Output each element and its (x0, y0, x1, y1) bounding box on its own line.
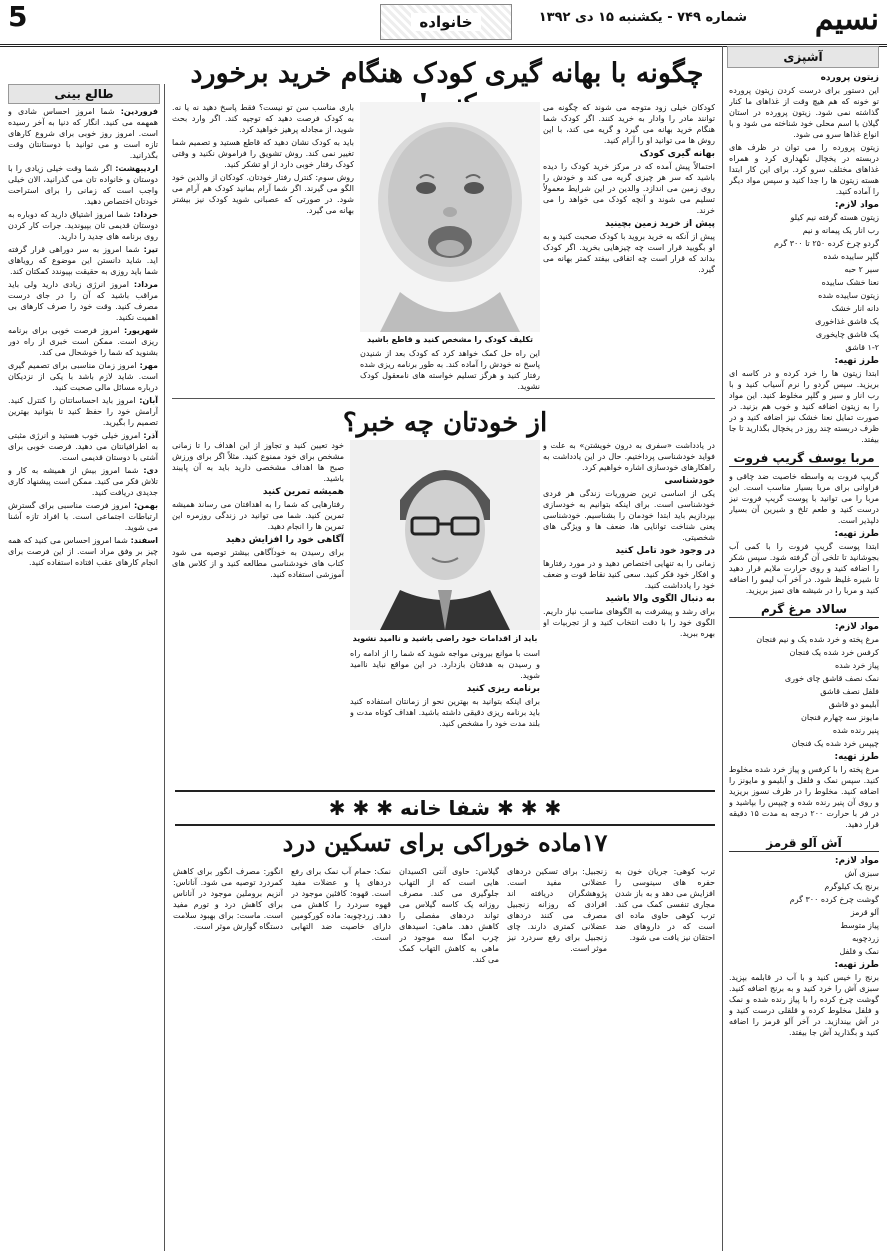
section-title: خانواده (411, 13, 480, 31)
horoscope-sign: شهریور: (124, 326, 158, 335)
self-paragraph: یکی از اساسی ترین ضروریات زندگی هر فردی خودشناسی است. برای اینکه بتوانیم به خودسازی بپردازیم باید ابتدا خودمان را بشناسیم. خودشناسی یعنی شناخت توانایی ها، ضعف ها و ویژگی های شخصیتی. (543, 489, 715, 542)
recipe1-ingredient: سیر ۲ حبه (844, 265, 879, 274)
recipe3-ingredient: پیاز خرد شده (834, 661, 879, 670)
horoscope-sign: تیر: (143, 245, 158, 254)
horoscope-item (8, 430, 158, 463)
newspaper-logo: نسیم (814, 2, 879, 37)
self-paragraph: برای اینکه بتوانید به بهترین نحو از زمانتان استفاده کنید باید برنامه ریزی دقیقی داشته باشید. اهداف کوتاه مدت و بلند مدت خود را مشخص کنید. (350, 697, 540, 728)
horoscope-item (8, 106, 158, 161)
recipe3-ingredient: پنیر رنده شده (832, 726, 879, 735)
recipe3-ingredient: مرغ پخته و خرد شده یک و نیم فنجان (756, 635, 879, 644)
recipe1-title: زیتون پرورده (820, 73, 879, 83)
section-divider (172, 398, 715, 399)
health-paragraph: انگور: مصرف انگور برای کاهش کمردرد توصیه می شود. آناناس: آنزیم بروملین موجود در آناناس برای کاهش درد و تورم مفید است. ماست: برای بهبود سلامت دستگاه گوارش موثر است. (173, 867, 283, 931)
recipe1-body: زیتون پرورده را می توان در ظرف های دربسته در یخچال نگهداری کرد و همراه غذاهای مختلف سرو کرد. برای این کار ابتدا هسته زیتون ها را جدا کنید و سپس مواد دیگر را آماده کنید. (729, 143, 879, 196)
horoscope-text: امروز انرژی زیادی دارید ولی باید مراقب باشید که آن را در جای درست مصرف کنید. وقت خود را صرف کارهای بی اهمیت نکنید. (8, 280, 158, 322)
recipe4-steps: برنج را خیس کنید و با آب در قابلمه بپزید. سبزی آش را خرد کنید و به برنج اضافه کنید. گوشت چرخ کرده را با پیاز رنده شده و نمک و فلفل مخلوط کرده و قلقلی درست کنید و در آش بیندازید. در آخر آلو قرمز را اضافه کنید و بگذارید آش جا بیفتد. (729, 973, 879, 1037)
recipe1-amount: یک قاشق غذاخوری (815, 317, 879, 326)
page-number: 5 (8, 0, 28, 33)
self-subhead: آگاهی خود را افزایش دهید (225, 535, 344, 545)
horoscope-sign: بهمن: (133, 501, 158, 510)
recipe4-steps-label: طرز تهیه: (834, 960, 879, 970)
health-col (615, 866, 715, 1251)
self-paragraph: زمانی را به تنهایی اختصاص دهید و در مورد رفتارها و افکار خود فکر کنید. سعی کنید نقاط قوت و ضعف خود را یادداشت کنید. (543, 559, 715, 590)
self-paragraph: است با موانع بیرونی مواجه شوید که شما را از ادامه راه و رسیدن به هدفتان بازدارد. در این مواقع نباید ناامید شوید. (350, 649, 540, 680)
health-paragraph: گیلاس: حاوی آنتی اکسیدان هایی است که از التهاب جلوگیری می کند. مصرف روزانه یک کاسه گیلاس می تواند دردهای مفصلی را کاهش دهد. ماهی: اسیدهای چرب امگا سه موجود در ماهی به کاهش التهاب کمک می کند. (399, 867, 499, 964)
recipe3-ingredient: آبلیمو دو قاشق (828, 700, 879, 709)
main-paragraph: کودکان خیلی زود متوجه می شوند که چگونه می توانند مادر را وادار به خرید کنند. اگر کودک شما هنگام خرید بهانه می گیرد و گریه می کند، با این روش ها می توانید او را آرام کنید. (543, 103, 715, 145)
recipe1-ingredients-label: مواد لازم: (834, 200, 879, 210)
recipe1-steps-label: طرز تهیه: (834, 356, 879, 366)
self-paragraph: در یادداشت «سفری به درون خویشتن» به علت و فواید خودشناسی پرداختیم. حال در این یادداشت به راهکارهای خودسازی اشاره خواهیم کرد. (543, 441, 715, 472)
horoscope-sign: آبان: (139, 396, 158, 405)
recipe1-ingredient: رب انار یک پیمانه و نیم (802, 226, 879, 235)
recipe1-amount: ۱-۲ قاشق (845, 343, 879, 352)
masthead (0, 0, 887, 47)
main-article-col3 (172, 102, 354, 392)
health-section-banner (175, 790, 715, 826)
main-paragraph: باری مناسب سن تو نیست؟ فقط پاسخ دهید نه یا نه. به کودک فرصت دهید که توجیه کند. اگر وارد بحث شوید، از مجادله پرهیز خواهید کرد. (172, 103, 354, 134)
horoscope-item (8, 209, 158, 242)
horoscope-title: طالع بینی (8, 84, 160, 104)
horoscope-sign: مرداد: (133, 280, 158, 289)
horoscope-text: امروز باید احساساتتان را کنترل کنید. آرامش خود را حفظ کنید تا بتوانید بهترین تصمیم را بگیرید. (8, 396, 158, 427)
crying-baby-photo (360, 102, 540, 332)
health-headline: ۱۷ماده خوراکی برای تسکین درد (282, 828, 608, 857)
recipe1-ingredient: زیتون هسته گرفته نیم کیلو (790, 213, 879, 222)
self-subhead: برنامه ریزی کنید (466, 684, 540, 694)
main-paragraph: پیش از آنکه به خرید بروید با کودک صحبت کنید و به او بگویید قرار است چه چیزهایی بخرید. اگر کودک بداند که قرار است چه اتفاقی بیفتد کمتر بهانه می گیرد. (543, 232, 715, 274)
health-col (291, 866, 391, 1251)
recipe1-ingredient: گلپر ساییده شده (823, 252, 879, 261)
recipe2-body: گریپ فروت به واسطه خاصیت ضد چاقی و فراوانی برای مربا بسیار مناسب است. این مربا را می توانید با پوست گریپ فروت نیز درست کنید و طعم تلخ و شیرین آن بسیار دلپذیر است. (729, 472, 879, 525)
recipe2-steps: ابتدا پوست گریپ فروت را با کمی آب بجوشانید تا تلخی آن گرفته شود. سپس شکر را اضافه کنید و روی حرارت ملایم قرار دهید تا شیره غلیظ شود. در آخر آب لیمو را اضافه کنید و مربا را در شیشه های تمیز بریزید. (729, 542, 879, 595)
main-paragraph: احتمالاً پیش آمده که در مرکز خرید کودک را دیده باشید که سر هر چیزی گریه می کند و خودش را روی زمین می اندازد. والدین در این شرایط معمولاً تسلیم می شوند و آنچه کودک می خواهد را می خرند. (543, 162, 715, 215)
health-paragraph: نمک: حمام آب نمک برای رفع دردهای پا و عضلات مفید است. قهوه: کافئین موجود در قهوه سردرد را کاهش می دهد. زردچوبه: ماده کورکومین دارای خاصیت ضد التهابی است. (291, 867, 391, 942)
horoscope-text: شما امروز بیش از همیشه به کار و تلاش فکر می کنید. ممکن است پیشنهاد کاری جدیدی دریافت کنید. (8, 466, 158, 497)
baby-illustration (360, 102, 540, 332)
self-article-col3 (350, 648, 540, 780)
recipe1-intro: این دستور برای درست کردن زیتون پرورده تو خونه که هم هیچ وقت از غذاهای ما کنار گذاشته نمی شود. زیتون پرورده در استان گیلان با اسم محلی خود شناخته می شود و با انواع غذاها سرو می شود. (729, 86, 879, 139)
horoscope-item (8, 244, 158, 277)
main-article-col1 (543, 102, 715, 392)
self-headline: از خودتان چه خبر؟ (342, 408, 548, 438)
health-col (507, 866, 607, 1251)
horoscope-text: امروز فرصت مناسبی برای گسترش ارتباطات اجتماعی است. با افراد تازه آشنا می شوید. (8, 501, 158, 532)
horoscope-sign: اسفند: (130, 536, 158, 545)
main-headline: چگونه با بهانه گیری کودک هنگام خرید برخورد (190, 58, 704, 89)
self-paragraph: رفتارهایی که شما را به اهدافتان می رساند همیشه تمرین کنید. شما می توانید در زندگی روزمره این تمرین ها را انجام دهید. (172, 500, 344, 531)
main-paragraph: باید به کودک نشان دهید که قاطع هستید و تصمیم شما تغییر نمی کند. روش تشویق را فراموش نکنید و وقتی کودک رفتار خوبی دارد از او تشکر کنید. (172, 138, 354, 169)
self-paragraph: برای رسیدن به خودآگاهی بیشتر توصیه می شود کتاب های خودشناسی مطالعه کنید و از کلاس های آموزشی استفاده کنید. (172, 548, 344, 579)
horoscope-item (8, 500, 158, 533)
recipe4-ingredient: پیاز متوسط (840, 921, 879, 930)
recipe1-ingredient: گردو چرخ کرده ۲۵۰ تا ۳۰۰ گرم (773, 239, 879, 248)
recipe4-ingredient: برنج یک کیلوگرم (824, 882, 879, 891)
horoscope-sign: دی: (143, 466, 158, 475)
recipe1-ingredient: نعنا خشک ساییده (821, 278, 879, 287)
health-paragraph: ترب کوهی: جریان خون به حفره های سینوسی را افزایش می دهد و به باز شدن مجاری تنفسی کمک می کند. ترب کوهی حاوی ماده ای است که در داروهای ضد احتقان نیز یافت می شود. (615, 867, 715, 942)
self-article-col1 (543, 440, 715, 780)
young-man-illustration (350, 440, 540, 630)
health-col (173, 866, 283, 1251)
horoscope-item (8, 279, 158, 323)
recipe3-ingredient: کرفس خرد شده یک فنجان (789, 648, 879, 657)
horoscope-text: شما امروز به سر دوراهی قرار گرفته اید. شاید دانستن این موضوع که رویاهای شما باید روزی به حقیقت بپیوندد کمکتان کند. (8, 245, 158, 276)
self-subhead: به دنبال الگوی والا باشید (605, 594, 715, 604)
recipe4-ingredient: زردچوبه (852, 934, 879, 943)
recipe1-ingredient: زیتون ساییده شده (818, 291, 879, 300)
column-divider (722, 46, 723, 1251)
self-subhead: همیشه تمرین کنید (262, 487, 344, 497)
main-paragraph: این راه حل کمک خواهد کرد که کودک بعد از شنیدن پاسخ نه خودش را آماده کند. به طور برنامه ریزی شده رفتار کنید و هرگز تسلیم خواسته های نامعقول کودک نشوید. (360, 349, 540, 391)
recipe1-ingredient: دانه انار خشک (831, 304, 879, 313)
recipe3-title: سالاد مرغ گرم (729, 604, 879, 618)
column-divider (164, 84, 165, 1251)
recipe4-ingredient: گوشت چرخ کرده ۳۰۰ گرم (789, 895, 879, 904)
recipe4-title: آش آلو قرمز (729, 838, 879, 852)
horoscope-text: امروز فرصت خوبی برای برنامه ریزی است. ممکن است خبری از راه دور بشنوید که شما را خوشحال می کند. (8, 326, 158, 357)
self-subhead: خودشناسی (664, 476, 715, 486)
main-paragraph: روش سوم: کنترل رفتار خودتان. کودکان از والدین خود الگو می گیرند. اگر شما آرام بمانید کودک هم آرام می شود. در صورتی که عصبانی شوید کودک نیز بیشتر بهانه می گیرد. (172, 173, 354, 215)
baby-photo-caption: تکلیف کودک را مشخص کنید و قاطع باشید (366, 335, 534, 344)
recipe3-ingredient: نمک نصف قاشق چای خوری (784, 674, 879, 683)
young-man-photo (350, 440, 540, 630)
man-photo-caption: باید از اقدامات خود راضی باشید و ناامید نشوید (352, 634, 538, 643)
recipe4-ingredient: سبزی آش (844, 869, 879, 878)
horoscope-item (8, 395, 158, 428)
horoscope-column (8, 106, 158, 1251)
horoscope-text: امروز خیلی خوب هستید و انرژی مثبتی به اطرافیانتان می دهید. فرصت خوبی برای آشتی با دوستان قدیمی است. (8, 431, 158, 462)
recipe2-title: مربا یوسف گریپ فروت (729, 453, 879, 467)
self-paragraph: خود تعیین کنید و تجاوز از این اهداف را تا زمانی مشخص برای خود ممنوع کنید. مثلاً اگر برای ورزش صبح ها اهداف مشخصی دارید باید به آن پایبند باشید. (172, 441, 344, 483)
health-section-label: ✱ ✱ ✱ شفا خانه ✱ ✱ ✱ (328, 796, 562, 820)
main-subhead: بهانه گیری کودک (639, 149, 715, 159)
horoscope-text: امروز زمان مناسبی برای تصمیم گیری است. شاید لازم باشد با یکی از نزدیکان درباره مسائل مالی صحبت کنید. (8, 361, 158, 392)
recipe3-steps: مرغ پخته را با کرفس و پیاز خرد شده مخلوط کنید. سپس نمک و فلفل و آبلیمو و مایونز را اضافه کنید. مخلوط را در ظرف نسوز بریزید و روی آن پنیر رنده شده و چیپس را بپاشید و در فر با حرارت ۲۰۰ درجه به مدت ۱۵ دقیقه قرار دهید. (729, 765, 879, 829)
recipe4-ingredient: نمک و فلفل (839, 947, 879, 956)
recipe1-steps: ابتدا زیتون ها را خرد کرده و در کاسه ای بریزید. سپس گردو را نرم آسیاب کنید و با رب انار و سیر و گلپر مخلوط کنید. این مواد را به زیتون اضافه کنید و خوب هم بزنید. در صورت تمایل نعنا خشک نیز اضافه کنید و در ظرف دربسته چند روز در یخچال بگذارید تا جا بیفتد. (729, 369, 879, 444)
self-article-col2 (172, 440, 344, 780)
horoscope-item (8, 325, 158, 358)
horoscope-item (8, 163, 158, 207)
issue-line: شماره ۷۴۹ - یکشنبه ۱۵ دی ۱۳۹۲ (538, 10, 747, 25)
horoscope-item (8, 535, 158, 568)
horoscope-text: شما امروز احساس شادی و همهمه می کنید. انگار که دنیا به آخر رسیده است. امروز روز خوبی برای شروع کارهای تازه است و می توانید با دوستانتان وقت بگذرانید. (8, 107, 158, 160)
recipe3-ingredient: مایونز سه چهارم فنجان (801, 713, 879, 722)
horoscope-sign: فروردین: (120, 107, 158, 116)
recipe3-ingredients-label: مواد لازم: (834, 622, 879, 632)
recipe3-ingredient: فلفل نصف قاشق (820, 687, 879, 696)
recipe2-steps-label: طرز تهیه: (834, 529, 879, 539)
horoscope-item (8, 360, 158, 393)
horoscope-text: اگر شما وقت خیلی زیادی را با دوستان و خانواده تان می گذرانید، الان خیلی واجب است که زمانی را برای استراحت خودتان اختصاص دهید. (8, 164, 158, 206)
health-col (399, 866, 499, 1251)
recipe1-amount: یک قاشق چایخوری (815, 330, 879, 339)
horoscope-sign: اردیبهشت: (115, 164, 158, 173)
cooking-title: آشپزی (727, 46, 879, 68)
horoscope-sign: خرداد: (133, 210, 158, 219)
main-article-col2 (360, 348, 540, 394)
horoscope-sign: مهر: (139, 361, 158, 370)
main-subhead: پیش از خرید زمین بچینید (605, 219, 715, 229)
self-subhead: در وجود خود تامل کنید (615, 546, 715, 556)
recipe3-steps-label: طرز تهیه: (834, 752, 879, 762)
horoscope-item (8, 465, 158, 498)
recipe3-ingredient: چیپس خرد شده یک فنجان (791, 739, 879, 748)
horoscope-text: شما امروز احساس می کنید که همه چیز بر وفق مراد است. از این فرصت برای انجام کارهای عقب افتاده استفاده کنید. (8, 536, 158, 567)
recipe4-ingredients-label: مواد لازم: (834, 856, 879, 866)
self-paragraph: برای رشد و پیشرفت به الگوهای مناسب نیاز داریم. الگوی خود را با دقت انتخاب کنید و از تجربیات او بهره ببرید. (543, 607, 715, 638)
horoscope-text: شما امروز اشتیاق دارید که دوباره به دوستان قدیمی تان بپیوندید. جرات کار کردن روی برنامه های جدید را دارید. (8, 210, 158, 241)
health-paragraph: زنجبیل: برای تسکین دردهای عضلانی مفید است. پژوهشگران دریافته اند افرادی که روزانه زنجبیل مصرف می کنند دردهای عضلانی کمتری دارند. چای زنجبیل برای رفع سردرد نیز موثر است. (507, 867, 607, 953)
cooking-column (729, 70, 879, 1250)
recipe4-ingredient: آلو قرمز (850, 908, 879, 917)
section-banner (380, 4, 512, 40)
horoscope-sign: آذر: (143, 431, 158, 440)
